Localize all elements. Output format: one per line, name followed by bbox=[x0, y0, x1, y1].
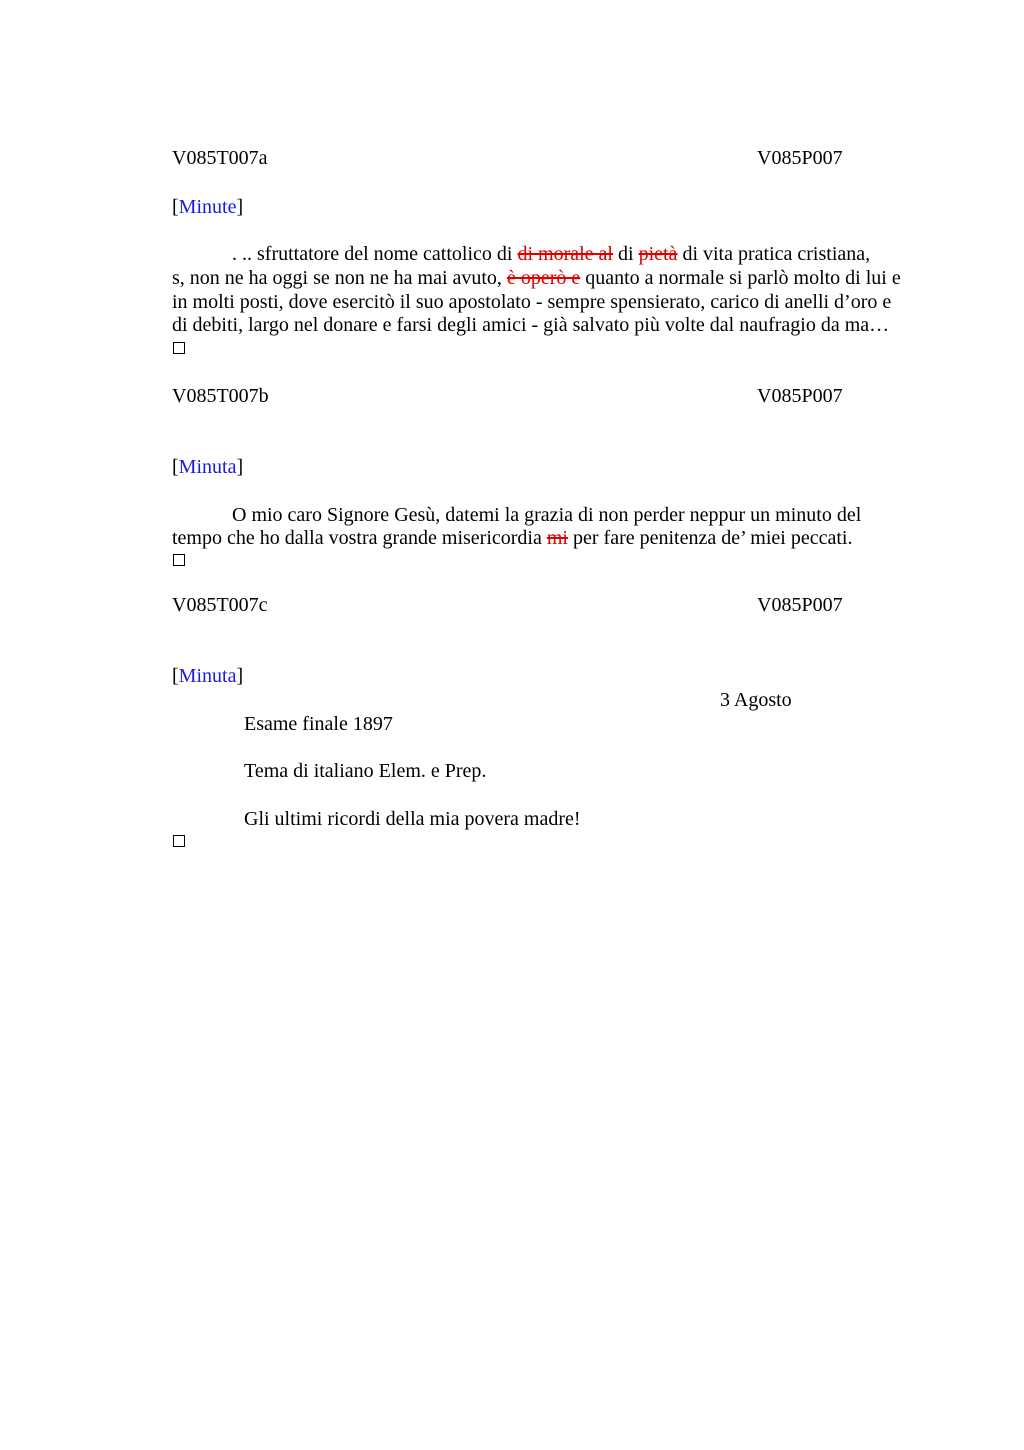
text-segment: quanto a normale si parlò molto di lui e bbox=[580, 267, 901, 289]
minute-label-a bbox=[172, 195, 243, 219]
text-segment: tempo che ho dalla vostra grande misericordia bbox=[172, 527, 547, 549]
deleted-text: di morale al bbox=[517, 243, 613, 265]
bracket-open: [ bbox=[172, 665, 179, 687]
page-ref-c: V085P007 bbox=[757, 594, 843, 616]
minuta-label-c bbox=[172, 664, 243, 688]
deleted-text: pietà bbox=[638, 243, 678, 265]
document-id-a: V085T007a bbox=[172, 147, 268, 169]
text-segment: di vita pratica cristiana, bbox=[677, 243, 871, 265]
page-ref-b: V085P007 bbox=[757, 385, 843, 407]
text-segment: . .. sfruttatore del nome cattolico di bbox=[232, 243, 518, 265]
bracket-close: ] bbox=[236, 665, 244, 687]
date-line: 3 Agosto bbox=[720, 689, 792, 711]
checkbox-icon bbox=[173, 342, 185, 354]
exam-subject: Tema di italiano Elem. e Prep. bbox=[244, 760, 487, 782]
page-ref-a: V085P007 bbox=[757, 147, 843, 169]
minute-link[interactable]: Minute bbox=[178, 196, 237, 218]
checkbox-icon bbox=[173, 554, 185, 566]
deleted-text: mi bbox=[546, 527, 568, 549]
text-segment: per fare penitenza de’ miei peccati. bbox=[568, 527, 853, 549]
bracket-close: ] bbox=[236, 196, 244, 218]
exam-theme: Gli ultimi ricordi della mia povera madre! bbox=[244, 808, 581, 830]
minuta-link[interactable]: Minuta bbox=[178, 665, 237, 687]
document-id-c: V085T007c bbox=[172, 594, 268, 616]
paragraph-a-line-4: di debiti, largo nel donare e farsi degli amici - già salvato più volte dal naufragio da ma… bbox=[172, 314, 890, 336]
bracket-close: ] bbox=[236, 456, 244, 478]
minuta-link[interactable]: Minuta bbox=[178, 456, 237, 478]
text-segment: s, non ne ha oggi se non ne ha mai avuto, bbox=[172, 267, 507, 289]
text-segment: di bbox=[613, 243, 639, 265]
bracket-open: [ bbox=[172, 456, 179, 478]
deleted-text: è operò e bbox=[506, 267, 581, 289]
paragraph-a-line-1 bbox=[232, 242, 870, 266]
paragraph-b-line-1: O mio caro Signore Gesù, datemi la grazia di non perder neppur un minuto del bbox=[232, 504, 862, 526]
paragraph-b-line-2 bbox=[172, 526, 852, 550]
exam-title: Esame finale 1897 bbox=[244, 713, 393, 735]
bracket-open: [ bbox=[172, 196, 179, 218]
paragraph-a-line-3: in molti posti, dove esercitò il suo apostolato - sempre spensierato, carico di anelli d’oro e bbox=[172, 291, 892, 313]
document-id-b: V085T007b bbox=[172, 385, 269, 407]
checkbox-icon bbox=[173, 835, 185, 847]
paragraph-a-line-2 bbox=[172, 266, 901, 290]
minuta-label-b bbox=[172, 455, 243, 479]
